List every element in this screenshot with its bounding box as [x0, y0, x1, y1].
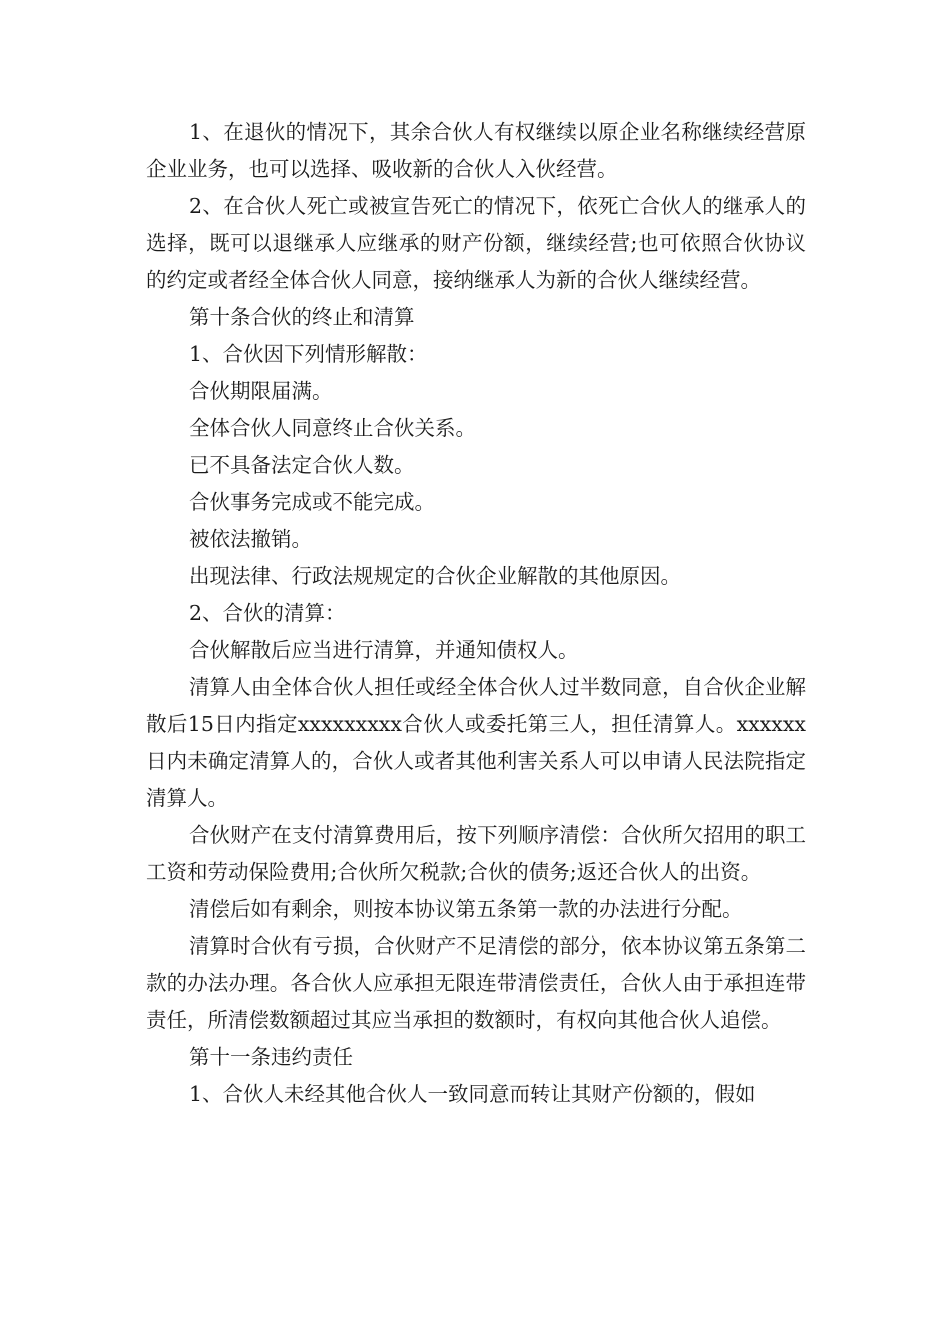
paragraph-breach-transfer: 1、合伙人未经其他合伙人一致同意而转让其财产份额的，假如 [189, 1082, 756, 1106]
paragraph-loss: 清算时合伙有亏损，合伙财产不足清偿的部分，依本协议第五条第二款的办法办理。各合伙人应承担无限连带清偿责任，合伙人由于承担连带责任，所清偿数额超过其应当承担的数额时，有权向其他合伙人追偿。 [146, 934, 806, 1032]
heading-article-10: 第十条合伙的终止和清算 [189, 305, 415, 329]
paragraph-notify-creditors: 合伙解散后应当进行清算，并通知债权人。 [189, 638, 579, 662]
paragraph-surplus: 清偿后如有剩余，则按本协议第五条第一款的办法进行分配。 [189, 897, 743, 921]
list-item-term-expired: 合伙期限届满。 [189, 379, 333, 403]
list-item-revoked: 被依法撤销。 [189, 527, 312, 551]
list-item-insufficient-partners: 已不具备法定合伙人数。 [189, 453, 415, 477]
paragraph-withdrawal-continue: 1、在退伙的情况下，其余合伙人有权继续以原企业名称继续经营原企业业务，也可以选择、吸收新的合伙人入伙经营。 [146, 120, 806, 181]
paragraph-liquidation-intro: 2、合伙的清算： [189, 601, 346, 625]
heading-article-11: 第十一条违约责任 [189, 1045, 353, 1069]
list-item-business-completed: 合伙事务完成或不能完成。 [189, 490, 435, 514]
paragraph-death-inheritance: 2、在合伙人死亡或被宣告死亡的情况下，依死亡合伙人的继承人的选择，既可以退继承人应继承的财产份额，继续经营;也可依照合伙协议的约定或者经全体合伙人同意，接纳继承人为新的合伙人继续经营。 [146, 194, 806, 292]
paragraph-repayment-order: 合伙财产在支付清算费用后，按下列顺序清偿：合伙所欠招用的职工工资和劳动保险费用;合伙所欠税款;合伙的债务;返还合伙人的出资。 [146, 823, 806, 884]
list-item-all-agree: 全体合伙人同意终止合伙关系。 [189, 416, 476, 440]
paragraph-liquidator: 清算人由全体合伙人担任或经全体合伙人过半数同意，自合伙企业解散后15日内指定xxxxxxxxx合伙人或委托第三人，担任清算人。xxxxxx日内未确定清算人的，合伙人或者其他利害关系人可以申请人民法院指定清算人。 [146, 675, 806, 810]
document-body [146, 114, 806, 1113]
paragraph-dissolution-intro: 1、合伙因下列情形解散： [189, 342, 428, 366]
list-item-other-reasons: 出现法律、行政法规规定的合伙企业解散的其他原因。 [189, 564, 681, 588]
